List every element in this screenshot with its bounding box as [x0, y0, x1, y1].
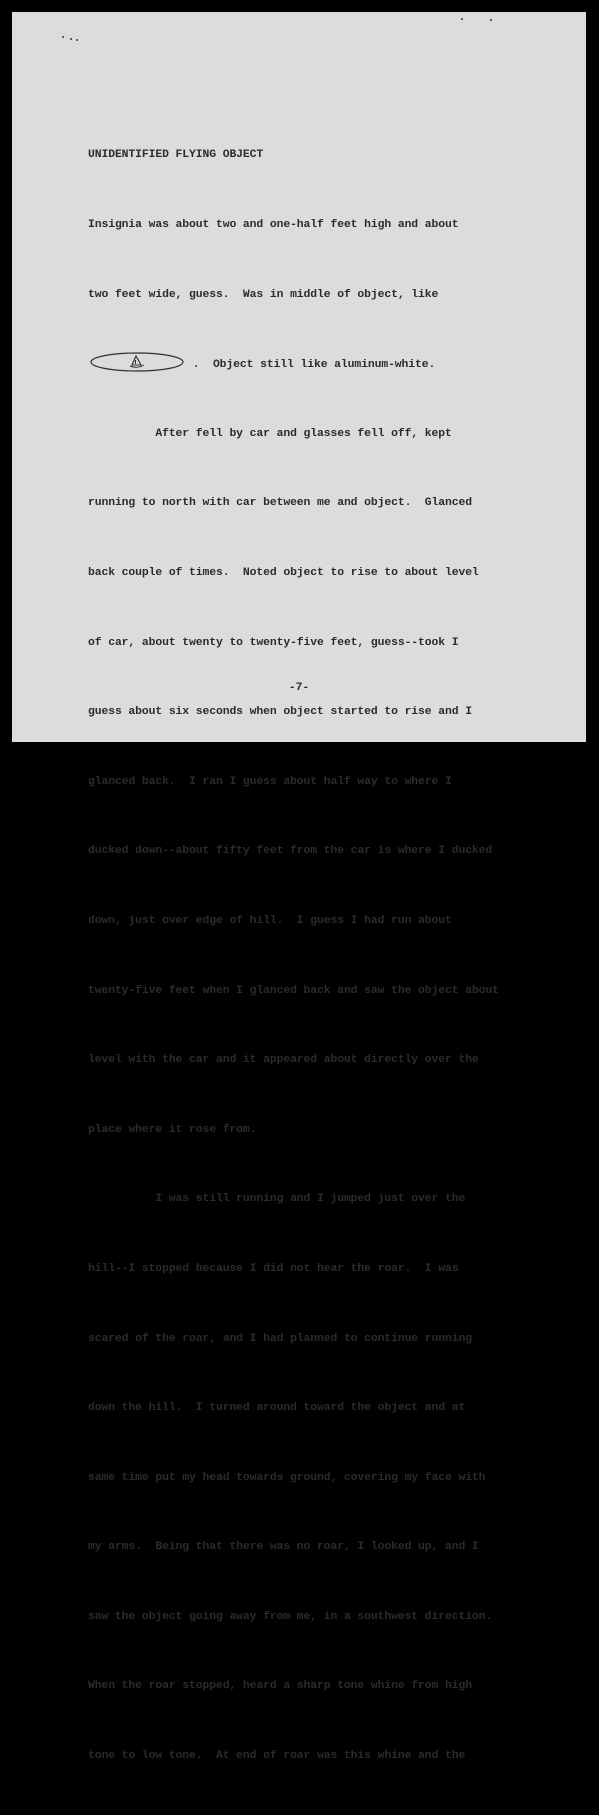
page-number: -7- [288, 682, 310, 694]
text-line: ducked down--about fifty feet from the car is where I ducked [88, 845, 493, 858]
text-line: saw the object going away from me, in a southwest direction. [88, 1610, 493, 1623]
text-line: hill--I stopped because I did not hear the roar. I was [88, 1262, 459, 1275]
text-line: running to north with car between me and object. Glanced [88, 497, 472, 510]
sketch-text-line [88, 353, 558, 376]
text-line: down, just over edge of hill. I guess I had run about [88, 914, 452, 927]
scan-speck [62, 36, 64, 38]
text-line: my arms. Being that there was no roar, I looked up, and I [88, 1541, 479, 1554]
text-line: two feet wide, guess. Was in middle of object, like [88, 288, 439, 301]
text-line: tone to low tone. At end of roar was this whine and the [88, 1750, 466, 1763]
text-line: guess about six seconds when object started to rise and I [88, 706, 472, 719]
text-line: After fell by car and glasses fell off, kept [88, 427, 452, 440]
scan-speck [461, 18, 463, 20]
text-line: back couple of times. Noted object to rise to about level [88, 566, 479, 579]
text-line: same time put my head towards ground, covering my face with [88, 1471, 486, 1484]
text-line: down the hill. I turned around toward the object and at [88, 1402, 466, 1415]
text-line: place where it rose from. [88, 1123, 257, 1136]
document-heading: UNIDENTIFIED FLYING OBJECT [88, 149, 264, 162]
insignia-sketch-icon [88, 351, 186, 373]
document-page [12, 12, 586, 1763]
scan-speck [490, 19, 492, 21]
text-line: I was still running and I jumped just over the [88, 1193, 466, 1206]
text-line: Insignia was about two and one-half feet high and about [88, 219, 459, 231]
text-line: glanced back. I ran I guess about half way to where I [88, 775, 452, 788]
text-line: of car, about twenty to twenty-five feet, guess--took I [88, 636, 459, 649]
typed-text-block [88, 98, 558, 1815]
text-line: scared of the roar, and I had planned to continue running [88, 1332, 472, 1345]
scan-speck [76, 39, 78, 41]
sketch-line-tail: . Object still like aluminum-white. [186, 359, 436, 372]
text-line: twenty-five feet when I glanced back and saw the object about [88, 984, 499, 997]
text-line: level with the car and it appeared about directly over the [88, 1054, 479, 1067]
scan-speck [70, 38, 72, 40]
text-line: When the roar stopped, heard a sharp tone whine from high [88, 1680, 472, 1693]
